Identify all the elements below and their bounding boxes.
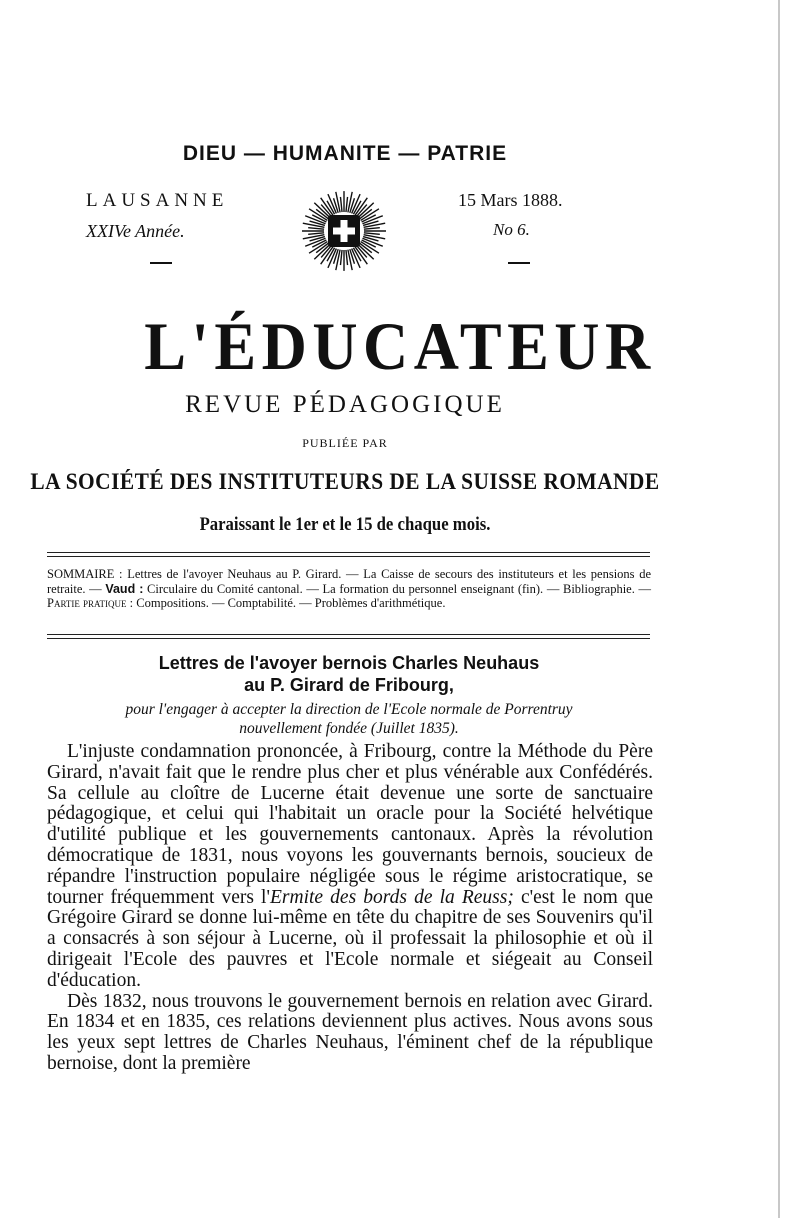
paragraph-1	[47, 742, 653, 992]
journal-subtitle: REVUE PÉDAGOGIQUE	[185, 391, 505, 418]
paragraph-2: Dès 1832, nous trouvons le gouvernement bernois en relation avec Girard. En 1834 et en 1835, ces relations deviennent plus actives. Nous avons sous les yeux sept lettres de Charles Neuhaus, l'éminent chef de la république bernoise, dont la première	[47, 990, 653, 1074]
publication-frequency: Paraissant le 1er et le 15 de chaque mois.	[199, 514, 491, 535]
article-body	[47, 742, 653, 1075]
city: LAUSANNE	[86, 190, 229, 211]
rule-bottom-1	[47, 634, 650, 635]
published-by-label: PUBLIÉE PAR	[302, 436, 388, 450]
issue-date: 15 Mars 1888.	[458, 190, 563, 210]
article-subtitle-line2: nouvellement fondée (Juillet 1835).	[239, 720, 459, 737]
rule-top-1	[47, 552, 650, 553]
paragraph-1-text-a: L'injuste condamnation prononcée, à Fribourg, contre la Méthode du Père Girard, n'avait fait que le rendre plus cher et plus vénérable aux Confédérés. Sa cellule au cloître de Lucerne était devenue une sorte de sanctuaire pédagogique, et celui qui l'habitait un oracle pour la Société helvétique d'utilité publique et les gouvernements cantonaux. Après la révolution démocratique de 1831, nous voyons les gouvernants bernois, soucieux de répandre l'instruction populaire négligée sous le régime aristocratique, se tourner fréquemment vers l'	[47, 741, 653, 908]
article-subtitle	[47, 700, 651, 738]
dash-right	[508, 262, 530, 264]
society-name: LA SOCIÉTÉ DES INSTITUTEURS DE LA SUISSE ROMANDE	[30, 469, 660, 494]
sommaire-part3: Compositions. — Comptabilité. — Problèmes d'arithmétique.	[136, 596, 446, 610]
sommaire-label: SOMMAIRE :	[47, 567, 123, 581]
article-title-line1: Lettres de l'avoyer bernois Charles Neuhaus	[158, 653, 540, 673]
table-of-contents	[47, 567, 651, 611]
paragraph-1-italic: Ermite des bords de la Reuss;	[270, 886, 514, 908]
article-title	[47, 652, 651, 696]
sommaire-partie-pratique: Partie pratique :	[47, 596, 134, 610]
rule-top-2	[47, 556, 650, 557]
sommaire-part2: Circulaire du Comité cantonal. — La formation du personnel enseignant (fin). — Bibliographie. —	[147, 581, 651, 596]
issue-number: No 6.	[493, 220, 530, 239]
sommaire-part1: Lettres de l'avoyer Neuhaus au P. Girard. — La Caisse de secours des instituteurs et les pensions de retraite. —	[47, 567, 652, 596]
article-title-line2: au P. Girard de Fribourg,	[244, 675, 454, 695]
dash-left	[150, 262, 172, 264]
volume-year: XXIVe Année.	[86, 221, 185, 241]
page-edge	[778, 0, 780, 1218]
motto: DIEU — HUMANITE — PATRIE	[182, 142, 508, 165]
article-subtitle-line1: pour l'engager à accepter la direction de l'Ecole normale de Porrentruy	[125, 701, 573, 718]
journal-title: L'ÉDUCATEUR	[144, 308, 656, 384]
sommaire-vaud: Vaud :	[105, 581, 144, 596]
rule-bottom-2	[47, 638, 650, 639]
paragraph-1-text-b: c'est le nom que Grégoire Girard se donne lui-même en tête du chapitre de ses Souvenirs qu'il a consacrés à son séjour à Lucerne, où il professait la philosophie et où il dirigeait l'Ecole des pauvres et l'Ecole normale et siégeait au Conseil d'éducation.	[47, 886, 653, 991]
swiss-cross-emblem-icon	[284, 188, 404, 283]
